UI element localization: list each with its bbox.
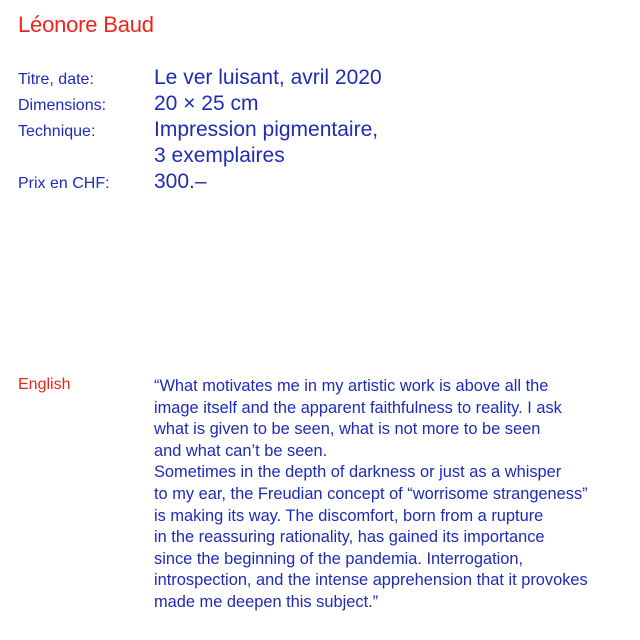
spec-label: Prix en CHF: <box>18 175 110 192</box>
artwork-specs <box>18 65 618 195</box>
statement-line: is making its way. The discomfort, born from a rupture <box>154 506 544 525</box>
spec-value-line: Le ver luisant, avril 2020 <box>154 66 382 89</box>
spec-row-technique <box>18 117 618 169</box>
spec-value <box>154 65 382 91</box>
artist-statement <box>154 376 632 614</box>
statement-line: Sometimes in the depth of darkness or just as a whisper <box>154 463 562 482</box>
spec-value-line: Impression pigmentaire, <box>154 118 379 141</box>
statement-line: what is given to be seen, what is not more to be seen <box>154 420 541 439</box>
spec-value <box>154 117 378 169</box>
spec-value-line: 20 × 25 cm <box>154 92 259 115</box>
spec-row-dimensions <box>18 91 618 117</box>
spec-value <box>154 91 258 117</box>
statement-line: “What motivates me in my artistic work is above all the <box>154 377 549 395</box>
spec-label: Titre, date: <box>18 71 94 88</box>
statement-line: introspection, and the intense apprehension that it provokes <box>154 571 588 590</box>
statement-line: in the reassuring rationality, has gained its importance <box>154 528 545 547</box>
statement-line: to my ear, the Freudian concept of “worrisome strangeness” <box>154 484 588 503</box>
spec-label: Dimensions: <box>18 97 107 114</box>
language-label: English <box>18 376 71 393</box>
spec-row-price <box>18 169 618 195</box>
statement-line: since the beginning of the pandemia. Interrogation, <box>154 549 524 568</box>
spec-row-title <box>18 65 618 91</box>
spec-value-line: 300.– <box>154 170 207 193</box>
spec-value <box>154 169 207 195</box>
spec-value-line: 3 exemplaires <box>154 144 285 167</box>
artist-name: Léonore Baud <box>18 12 154 37</box>
statement-line: made me deepen this subject.” <box>154 592 379 611</box>
spec-label: Technique: <box>18 123 96 140</box>
statement-line: and what can’t be seen. <box>154 441 328 460</box>
statement-line: image itself and the apparent faithfulness to reality. I ask <box>154 398 562 417</box>
